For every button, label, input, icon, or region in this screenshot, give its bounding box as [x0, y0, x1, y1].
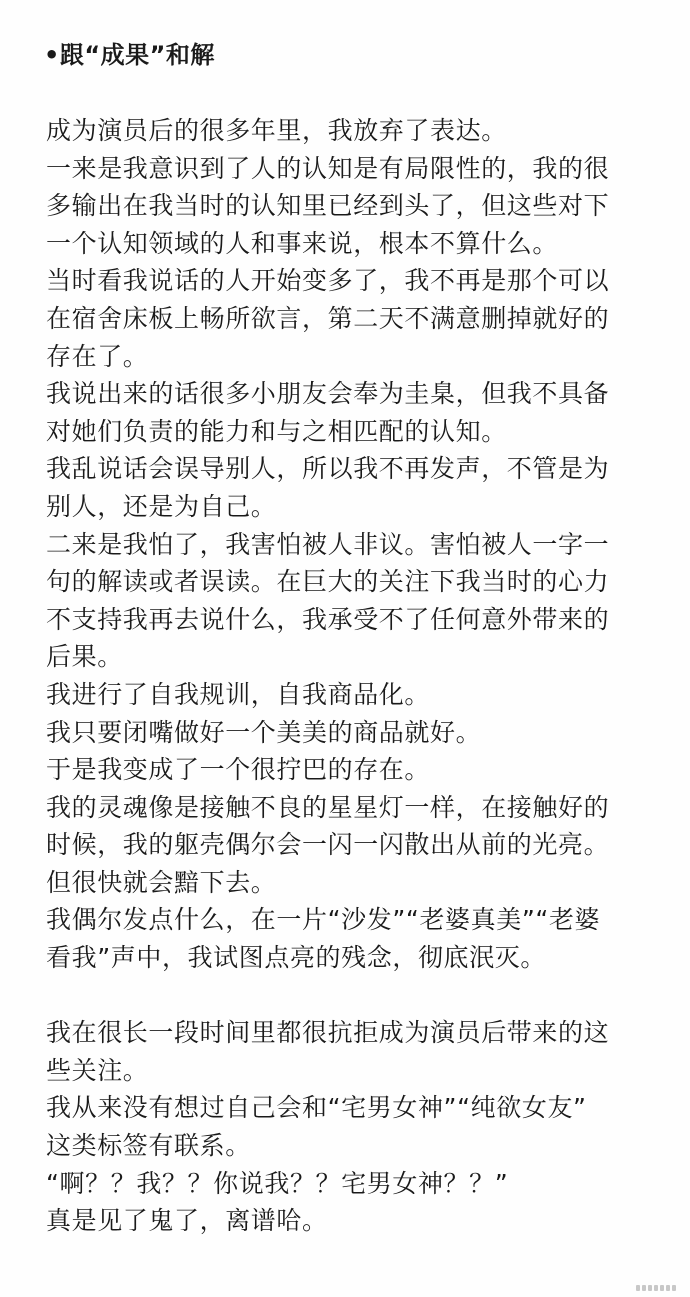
text-line: 我在很长一段时间里都很抗拒成为演员后带来的这: [46, 1018, 610, 1048]
text-line: 我说出来的话很多小朋友会奉为圭臬，但我不具备: [46, 379, 610, 409]
text-line: 我的灵魂像是接触不良的星星灯一样，在接触好的: [46, 792, 610, 822]
text-line: 对她们负责的能力和与之相匹配的认知。: [46, 416, 507, 446]
text-line: 在宿舍床板上畅所欲言，第二天不满意删掉就好的: [46, 303, 610, 333]
text-line: 时候，我的躯壳偶尔会一闪一闪散出从前的光亮。: [46, 830, 610, 860]
text-line: 句的解读或者误读。在巨大的关注下我当时的心力: [46, 567, 610, 597]
text-line: 一来是我意识到了人的认知是有局限性的，我的很: [46, 153, 610, 183]
text-line: 但很快就会黯下去。: [46, 867, 277, 897]
text-line: 我偶尔发点什么，在一片“沙发”“老婆真美”“老婆: [46, 905, 601, 935]
text-line: 一个认知领域的人和事来说，根本不算什么。: [46, 228, 559, 258]
text-line: 这类标签有联系。: [46, 1131, 251, 1161]
text-line: 不支持我再去说什么，我承受不了任何意外带来的: [46, 604, 610, 634]
section-title: •跟“成果”和解: [44, 41, 215, 69]
text-line: “啊？？我？？你说我？？宅男女神？？”: [46, 1168, 509, 1198]
text-line: 存在了。: [46, 341, 149, 371]
text-line: 我进行了自我规训，自我商品化。: [46, 679, 431, 709]
paragraph-break: [46, 977, 656, 1015]
text-line: 当时看我说话的人开始变多了，我不再是那个可以: [46, 266, 610, 296]
text-line: 真是见了鬼了，离谱哈。: [46, 1206, 328, 1236]
text-line: 后果。: [46, 642, 123, 672]
body-text: [46, 112, 656, 1240]
text-line: 多输出在我当时的认知里已经到头了，但这些对下: [46, 191, 610, 221]
watermark: [636, 1283, 680, 1293]
text-line: 我乱说话会误导别人，所以我不再发声，不管是为: [46, 454, 610, 484]
text-line: 成为演员后的很多年里，我放弃了表达。: [46, 116, 507, 145]
text-line: 看我”声中，我试图点亮的残念，彻底泯灭。: [46, 943, 546, 973]
text-line: 二来是我怕了，我害怕被人非议。害怕被人一字一: [46, 529, 610, 559]
text-line: 我只要闭嘴做好一个美美的商品就好。: [46, 717, 482, 747]
text-line: 别人，还是为自己。: [46, 491, 277, 521]
text-line: 些关注。: [46, 1055, 149, 1085]
text-line: 我从来没有想过自己会和“宅男女神”“纯欲女友”: [46, 1093, 587, 1123]
text-line: 于是我变成了一个很拧巴的存在。: [46, 755, 431, 785]
